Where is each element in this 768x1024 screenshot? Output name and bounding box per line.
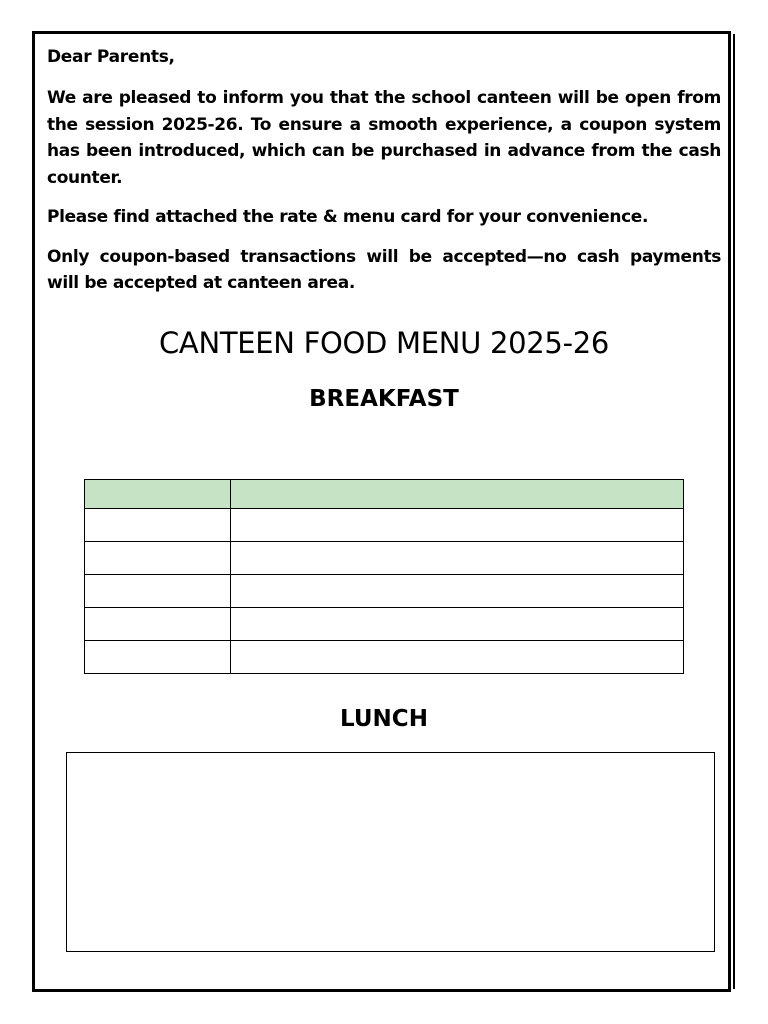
- table-cell: [85, 542, 231, 575]
- table-cell: [231, 641, 684, 674]
- paragraph-coupon-policy: Only coupon-based transactions will be accepted—no cash payments will be accepted at canteen area.: [47, 246, 721, 293]
- table-cell: [85, 641, 231, 674]
- table-cell: [85, 608, 231, 641]
- paragraph-attachment: Please find attached the rate & menu card for your convenience.: [47, 207, 649, 227]
- table-row: [85, 575, 684, 608]
- table-cell: [231, 575, 684, 608]
- table-header-cell: [85, 480, 231, 509]
- breakfast-title: BREAKFAST: [309, 386, 459, 412]
- table-cell: [231, 608, 684, 641]
- greeting: Dear Parents,: [47, 47, 175, 67]
- table-cell: [231, 542, 684, 575]
- table-header-row: [85, 480, 684, 509]
- table-row: [85, 641, 684, 674]
- table-cell: [231, 509, 684, 542]
- table-row: [85, 542, 684, 575]
- letter-body: [47, 44, 721, 310]
- lunch-title: LUNCH: [340, 706, 428, 732]
- table-row: [85, 608, 684, 641]
- breakfast-table: [84, 479, 684, 674]
- table-cell: [85, 575, 231, 608]
- table-cell: [85, 509, 231, 542]
- table-header-cell: [231, 480, 684, 509]
- lunch-box: [66, 752, 715, 952]
- menu-title: CANTEEN FOOD MENU 2025-26: [158, 326, 610, 360]
- paragraph-announcement: We are pleased to inform you that the school canteen will be open from the session 2025-26. To ensure a smooth experience, a coupon system has been introduced, which can be purchased in advance from the cash counter.: [47, 88, 721, 188]
- table-row: [85, 509, 684, 542]
